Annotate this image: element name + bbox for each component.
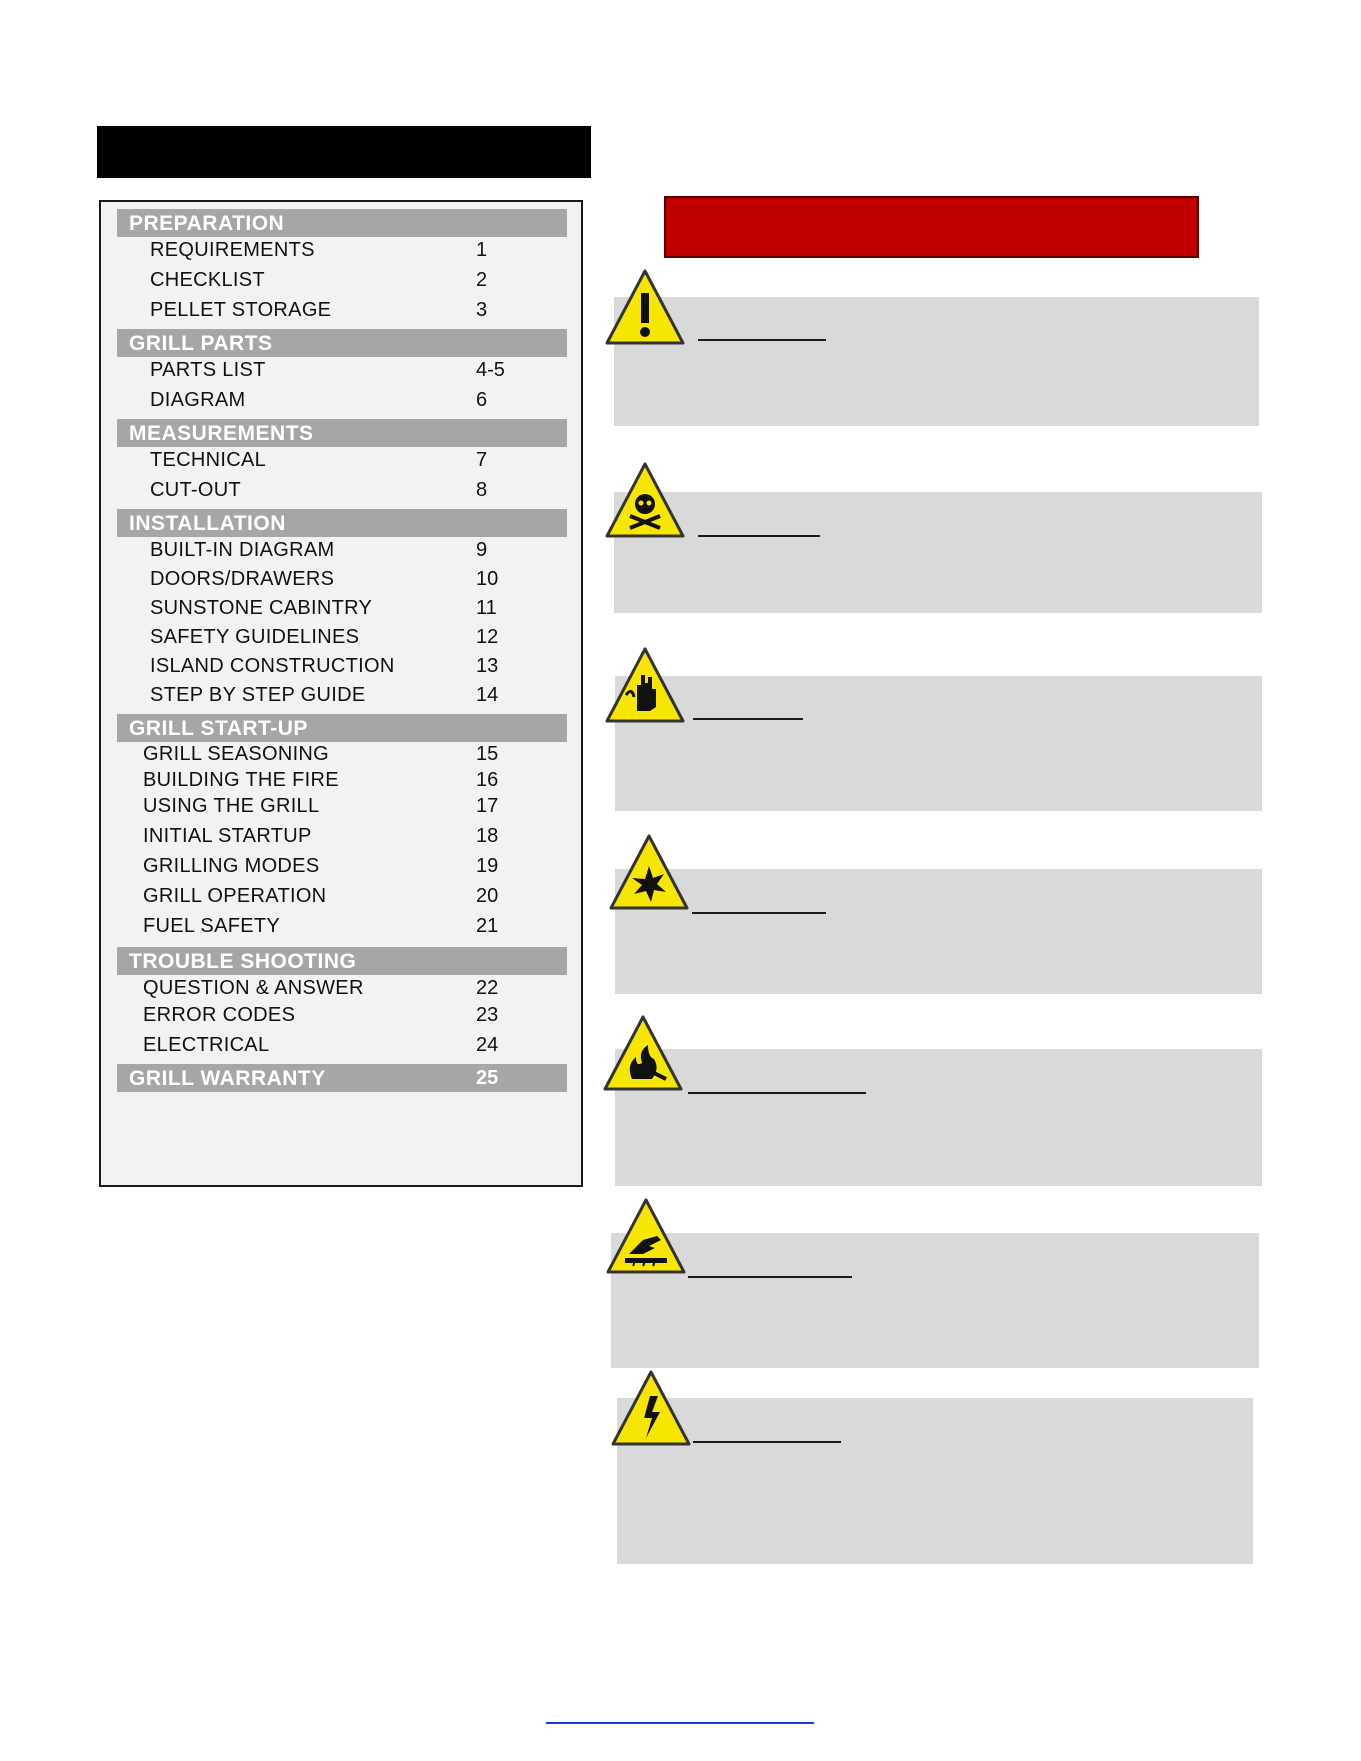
toc-section-header[interactable]: MEASUREMENTS bbox=[117, 419, 567, 447]
toc-item[interactable]: SUNSTONE CABINTRY bbox=[150, 597, 373, 619]
toxic-skull-warning-icon bbox=[604, 460, 686, 542]
toc-page-number: 7 bbox=[476, 449, 488, 471]
toc-section-header[interactable]: GRILL WARRANTY bbox=[117, 1064, 567, 1092]
toc-page-number: 20 bbox=[476, 885, 499, 907]
hand-crush-warning-icon bbox=[604, 645, 686, 727]
toc-item[interactable]: SAFETY GUIDELINES bbox=[150, 626, 360, 648]
toc-page-number: 8 bbox=[476, 479, 488, 501]
warning-box bbox=[611, 1233, 1259, 1368]
toc-item[interactable]: CHECKLIST bbox=[150, 269, 265, 291]
toc-section-header[interactable]: GRILL PARTS bbox=[117, 329, 567, 357]
toc-page-number: 10 bbox=[476, 568, 499, 590]
toc-page-number: 23 bbox=[476, 1004, 499, 1026]
warning-title-underline bbox=[693, 1441, 841, 1443]
warning-title-underline bbox=[688, 1276, 852, 1278]
toc-page-number: 6 bbox=[476, 389, 488, 411]
toc-item[interactable]: ERROR CODES bbox=[143, 1004, 296, 1026]
toc-item[interactable]: STEP BY STEP GUIDE bbox=[150, 684, 366, 706]
warning-box bbox=[614, 492, 1262, 613]
toc-page-number: 12 bbox=[476, 626, 499, 648]
toc-page-number: 14 bbox=[476, 684, 499, 706]
toc-page-number: 15 bbox=[476, 743, 499, 765]
warning-title-underline bbox=[688, 1092, 866, 1094]
warning-box bbox=[614, 297, 1259, 426]
warning-box bbox=[617, 1398, 1253, 1564]
toc-item[interactable]: DOORS/DRAWERS bbox=[150, 568, 335, 590]
footer-link-underline[interactable] bbox=[546, 1722, 814, 1724]
toc-page-number: 24 bbox=[476, 1034, 499, 1056]
warning-title-underline bbox=[698, 339, 826, 341]
toc-page-number: 4-5 bbox=[476, 359, 505, 381]
toc-section-header[interactable]: INSTALLATION bbox=[117, 509, 567, 537]
toc-item[interactable]: TECHNICAL bbox=[150, 449, 267, 471]
toc-item[interactable]: GRILL SEASONING bbox=[143, 743, 330, 765]
toc-item[interactable]: CUT-OUT bbox=[150, 479, 241, 501]
toc-item[interactable]: PELLET STORAGE bbox=[150, 299, 332, 321]
toc-page-number: 3 bbox=[476, 299, 488, 321]
toc-item[interactable]: USING THE GRILL bbox=[143, 795, 320, 817]
warning-box bbox=[615, 869, 1262, 994]
toc-page-number: 22 bbox=[476, 977, 499, 999]
toc-page-number: 18 bbox=[476, 825, 499, 847]
toc-item[interactable]: ELECTRICAL bbox=[143, 1034, 270, 1056]
toc-page-number: 9 bbox=[476, 539, 488, 561]
toc-page-number: 2 bbox=[476, 269, 488, 291]
warning-title-underline bbox=[693, 718, 803, 720]
table-of-contents bbox=[99, 200, 583, 1187]
toc-section-header[interactable]: GRILL START-UP bbox=[117, 714, 567, 742]
toc-page-number: 1 bbox=[476, 239, 488, 261]
toc-page-number: 19 bbox=[476, 855, 499, 877]
page-title-bar bbox=[97, 126, 591, 178]
electric-shock-warning-icon bbox=[610, 1368, 692, 1450]
toc-page-number: 25 bbox=[476, 1067, 499, 1089]
toc-page-number: 11 bbox=[476, 597, 497, 619]
toc-page-number: 13 bbox=[476, 655, 499, 677]
fire-burn-warning-icon bbox=[602, 1013, 684, 1095]
warning-title-underline bbox=[692, 912, 826, 914]
toc-section-header[interactable]: PREPARATION bbox=[117, 209, 567, 237]
toc-page-number: 21 bbox=[476, 915, 499, 937]
toc-item[interactable]: BUILDING THE FIRE bbox=[143, 769, 339, 791]
warning-title-underline bbox=[698, 535, 820, 537]
toc-item[interactable]: GRILLING MODES bbox=[143, 855, 320, 877]
warning-banner bbox=[664, 196, 1199, 258]
toc-section-header[interactable]: TROUBLE SHOOTING bbox=[117, 947, 567, 975]
toc-item[interactable]: DIAGRAM bbox=[150, 389, 246, 411]
toc-page-number: 17 bbox=[476, 795, 499, 817]
toc-page-number: 16 bbox=[476, 769, 499, 791]
explosion-warning-icon bbox=[608, 832, 690, 914]
hot-surface-warning-icon bbox=[605, 1196, 687, 1278]
exclamation-warning-icon bbox=[604, 267, 686, 349]
toc-item[interactable]: QUESTION & ANSWER bbox=[143, 977, 364, 999]
warning-box bbox=[615, 1049, 1262, 1186]
toc-item[interactable]: ISLAND CONSTRUCTION bbox=[150, 655, 395, 677]
toc-item[interactable]: GRILL OPERATION bbox=[143, 885, 327, 907]
toc-item[interactable]: PARTS LIST bbox=[150, 359, 266, 381]
toc-item[interactable]: BUILT-IN DIAGRAM bbox=[150, 539, 335, 561]
toc-item[interactable]: INITIAL STARTUP bbox=[143, 825, 312, 847]
toc-item[interactable]: FUEL SAFETY bbox=[143, 915, 281, 937]
toc-item[interactable]: REQUIREMENTS bbox=[150, 239, 315, 261]
warning-box bbox=[615, 676, 1262, 811]
